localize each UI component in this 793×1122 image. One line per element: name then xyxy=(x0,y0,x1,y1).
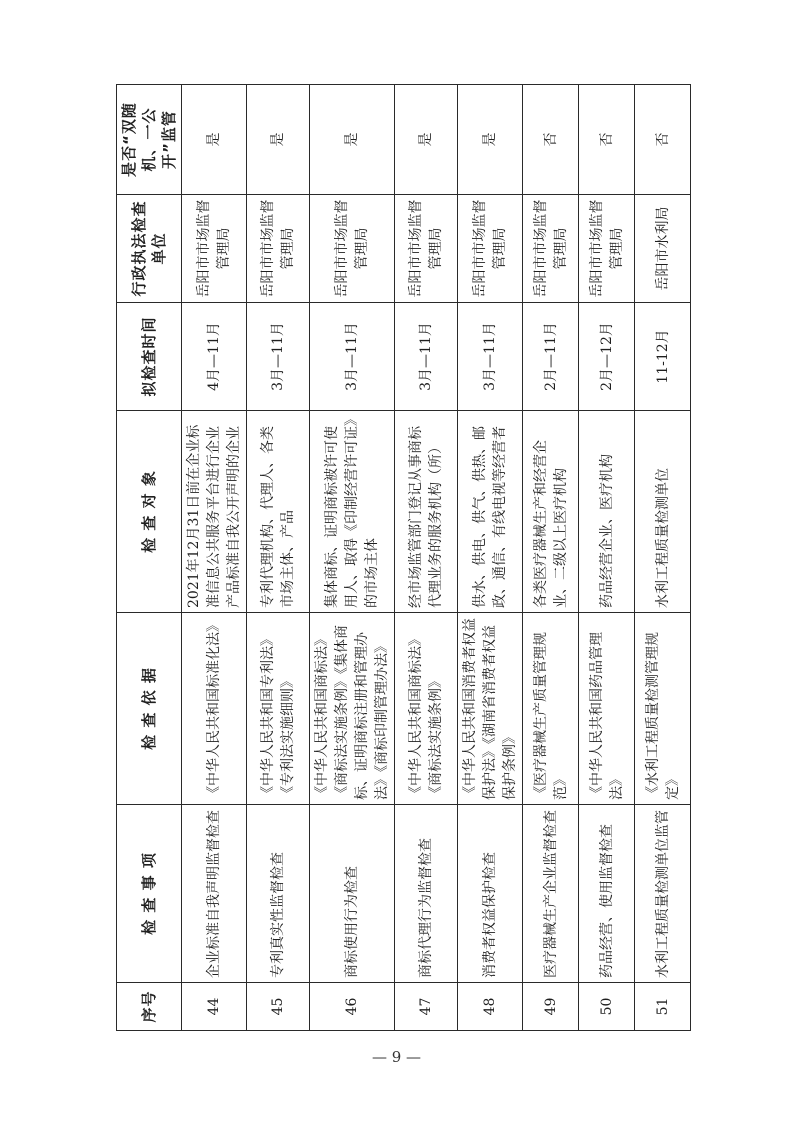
row-time: 3月—11月 xyxy=(458,303,523,411)
header-no: 序号 xyxy=(117,983,182,1031)
row-no: 48 xyxy=(458,983,523,1031)
row-time: 3月—11月 xyxy=(395,303,458,411)
table-row xyxy=(635,85,691,1031)
row-time: 2月—11月 xyxy=(523,303,579,411)
row-unit: 岳阳市市场监督管理局 xyxy=(579,195,635,303)
row-unit: 岳阳市市场监督管理局 xyxy=(310,195,395,303)
table-row xyxy=(579,85,635,1031)
row-flag: 是 xyxy=(395,85,458,195)
row-basis: 《中华人民共和国消费者权益保护法》《湖南省消费者权益保护条例》 xyxy=(458,613,523,805)
row-no: 50 xyxy=(579,983,635,1031)
row-no: 49 xyxy=(523,983,579,1031)
row-object: 专利代理机构、代理人、各类市场主体、产品 xyxy=(247,411,310,613)
row-no: 46 xyxy=(310,983,395,1031)
row-object: 集体商标、证明商标被许可使用人、取得《印制经营许可证》的市场主体 xyxy=(310,411,395,613)
row-basis: 《中华人民共和国药品管理法》 xyxy=(579,613,635,805)
row-no: 47 xyxy=(395,983,458,1031)
row-unit: 岳阳市市场监督管理局 xyxy=(458,195,523,303)
header-basis: 检 查 依 据 xyxy=(117,613,182,805)
row-no: 44 xyxy=(182,983,247,1031)
row-item: 医疗器械生产企业监督检查 xyxy=(523,805,579,983)
row-object: 供水、供电、供气、供热、邮政、通信、有线电视等经营者 xyxy=(458,411,523,613)
row-flag: 是 xyxy=(458,85,523,195)
row-basis: 《中华人民共和国专利法》《专利法实施细则》 xyxy=(247,613,310,805)
row-no: 45 xyxy=(247,983,310,1031)
header-flag: 是否“双随机、一公开”监管 xyxy=(117,85,182,195)
row-flag: 是 xyxy=(247,85,310,195)
header-object: 检 查 对 象 xyxy=(117,411,182,613)
row-time: 3月—11月 xyxy=(310,303,395,411)
row-time: 11-12月 xyxy=(635,303,691,411)
table-row xyxy=(458,85,523,1031)
row-item: 专利真实性监督检查 xyxy=(247,805,310,983)
row-flag: 否 xyxy=(523,85,579,195)
row-item: 商标代理行为监督检查 xyxy=(395,805,458,983)
inspection-table xyxy=(116,84,691,1031)
table-row xyxy=(395,85,458,1031)
row-basis: 《水利工程质量检测管理规定》 xyxy=(635,613,691,805)
table-row xyxy=(182,85,247,1031)
row-basis: 《中华人民共和国商标法》《商标法实施条例》《集体商标、证明商标注册和管理办法》《商标印制管理办法》 xyxy=(310,613,395,805)
header-time: 拟检查时间 xyxy=(117,303,182,411)
row-item: 消费者权益保护检查 xyxy=(458,805,523,983)
row-basis: 《中华人民共和国标准化法》 xyxy=(182,613,247,805)
row-object: 水利工程质量检测单位 xyxy=(635,411,691,613)
row-item: 药品经营、使用监督检查 xyxy=(579,805,635,983)
row-item: 商标使用行为检查 xyxy=(310,805,395,983)
row-item: 企业标准自我声明监督检查 xyxy=(182,805,247,983)
row-flag: 否 xyxy=(579,85,635,195)
table-row xyxy=(523,85,579,1031)
header-unit: 行政执法检查单位 xyxy=(117,195,182,303)
row-object: 2021年12月31日前在企业标准信息公共服务平台进行企业产品标准自我公开声明的企业 xyxy=(182,411,247,613)
rotated-table-wrapper xyxy=(116,85,681,1031)
row-flag: 否 xyxy=(635,85,691,195)
row-basis: 《中华人民共和国商标法》《商标法实施条例》 xyxy=(395,613,458,805)
row-no: 51 xyxy=(635,983,691,1031)
row-object: 经市场监管部门登记从事商标代理业务的服务机构（所） xyxy=(395,411,458,613)
row-unit: 岳阳市水利局 xyxy=(635,195,691,303)
row-unit: 岳阳市市场监督管理局 xyxy=(523,195,579,303)
row-object: 各类医疗器械生产和经营企业、二级以上医疗机构 xyxy=(523,411,579,613)
row-time: 4月—11月 xyxy=(182,303,247,411)
row-flag: 是 xyxy=(310,85,395,195)
row-unit: 岳阳市市场监督管理局 xyxy=(182,195,247,303)
row-time: 2月—12月 xyxy=(579,303,635,411)
table-row xyxy=(247,85,310,1031)
row-flag: 是 xyxy=(182,85,247,195)
page-number: — 9 — xyxy=(371,1048,422,1066)
table-row xyxy=(310,85,395,1031)
row-time: 3月—11月 xyxy=(247,303,310,411)
header-item: 检 查 事 项 xyxy=(117,805,182,983)
row-item: 水利工程质量检测单位监管 xyxy=(635,805,691,983)
row-unit: 岳阳市市场监督管理局 xyxy=(395,195,458,303)
row-object: 药品经营企业、医疗机构 xyxy=(579,411,635,613)
row-basis: 《医疗器械生产质量管理规范》 xyxy=(523,613,579,805)
table-header-row xyxy=(117,85,182,1031)
row-unit: 岳阳市市场监督管理局 xyxy=(247,195,310,303)
